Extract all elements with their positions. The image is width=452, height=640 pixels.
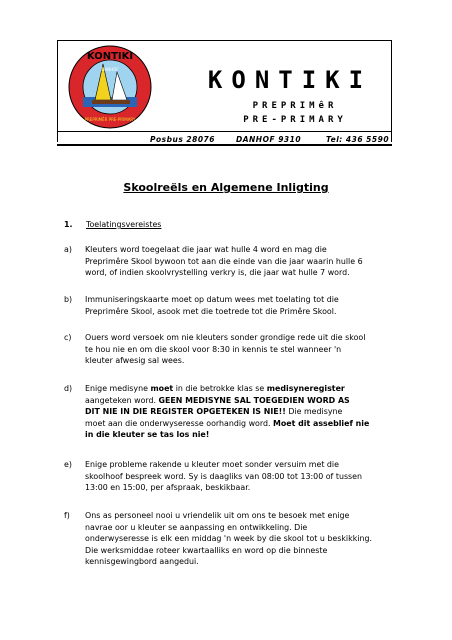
item-label: c) xyxy=(64,333,72,342)
item-line: onderwyseresse is elk een middag 'n week by die skool tot u beskikking. xyxy=(85,534,372,543)
emphasis-request: Moet dit asseblief nie xyxy=(272,418,370,428)
kontiki-logo xyxy=(65,44,155,130)
logo-bottom-text: PREPRIMÊR PRE-PRIMARY xyxy=(84,117,136,122)
list-item-a xyxy=(64,244,409,279)
warning-text: DIT NIE IN DIE REGISTER OPGETEKEN IS NIE!! xyxy=(85,407,286,416)
item-label: d) xyxy=(64,384,73,393)
item-line: Enige probleme rakende u kleuter moet sonder versuim met die xyxy=(85,460,339,469)
item-line: moet aan die onderwyseresse oorhandig word. Moet dit asseblief nie xyxy=(85,418,370,428)
section-heading xyxy=(64,219,161,231)
section-title: Toelatingsvereistes xyxy=(86,220,162,229)
item-line: Ouers word versoek om nie kleuters sonder grondige rede uit die skool xyxy=(85,333,366,342)
item-line: DIT NIE IN DIE REGISTER OPGETEKEN IS NIE!! Die medisyne xyxy=(85,407,343,416)
item-label: f) xyxy=(64,511,70,520)
item-line: 13:00 en 15:00, per afspraak, beskikbaar. xyxy=(85,483,251,492)
item-line: word, of indien skoolvrystelling verkry is, die jaar wat hulle 7 word. xyxy=(85,268,350,277)
document-title: Skoolreëls en Algemene Inligting xyxy=(123,181,329,194)
item-line: Ons as personeel nooi u vriendelik uit om ons te besoek met enige xyxy=(85,511,350,520)
item-line: Kleuters word toegelaat die jaar wat hulle 4 word en mag die xyxy=(85,245,327,254)
list-item-e xyxy=(64,459,409,494)
item-line: Preprimêre Skool bywoon tot aan die einde van die jaar waarin hulle 6 xyxy=(85,256,363,266)
item-line: Immuniseringskaarte moet op datum wees met toelating tot die xyxy=(85,295,339,304)
emphasis-register: medisyneregister xyxy=(266,384,345,393)
item-line: aangeteken word. GEEN MEDISYNE SAL TOEGEDIEN WORD AS xyxy=(85,395,350,405)
contact-address: DANHOF 9310 xyxy=(236,135,302,144)
item-label: b) xyxy=(64,295,73,304)
emphasis-moet: moet xyxy=(150,384,174,393)
item-line: Die werksmiddae roteer kwartaalliks en word op die binneste xyxy=(85,545,328,555)
brand-subtitle-english: PRE-PRIMARY xyxy=(243,115,347,125)
logo-top-text: DANHOF xyxy=(101,67,119,72)
item-line: navrae oor u kleuter se aanpassing en ontwikkeling. Die xyxy=(85,522,308,532)
list-item-c xyxy=(64,332,409,367)
item-label: e) xyxy=(64,460,72,469)
list-item-d xyxy=(64,383,409,441)
item-label: a) xyxy=(64,245,72,254)
brand-name: KONTIKI xyxy=(207,66,373,94)
contact-postbus: Posbus 28076 xyxy=(150,135,215,144)
item-line: te hou nie en om die skool voor 8:30 in kennis te stel wanneer 'n xyxy=(85,344,342,354)
contact-telephone: Tel: 436 5590 xyxy=(326,135,390,144)
section-number: 1. xyxy=(64,220,73,229)
item-line xyxy=(85,429,409,441)
emphasis-request: in die kleuter se tas los nie! xyxy=(85,430,210,439)
logo-ring-text: KONTIKI xyxy=(86,51,134,62)
item-line: kleuter afwesig sal wees. xyxy=(85,356,185,365)
item-line: skoolhoof bespreek word. Sy is daagliks van 08:00 tot 13:00 of tussen xyxy=(85,471,363,481)
list-item-b xyxy=(64,294,409,317)
warning-text: GEEN MEDISYNE SAL TOEGEDIEN WORD AS xyxy=(158,395,350,405)
brand-subtitle-afrikaans: PREPRIMêR xyxy=(252,101,338,111)
item-line: kennisgewingbord aangedui. xyxy=(85,557,199,566)
list-item-f xyxy=(64,510,409,568)
item-line: Preprimêre Skool, asook met die toetrede tot die Primêre Skool. xyxy=(85,306,337,316)
item-line: Enige medisyne moet in die betrokke klas se medisyneregister xyxy=(85,384,345,393)
